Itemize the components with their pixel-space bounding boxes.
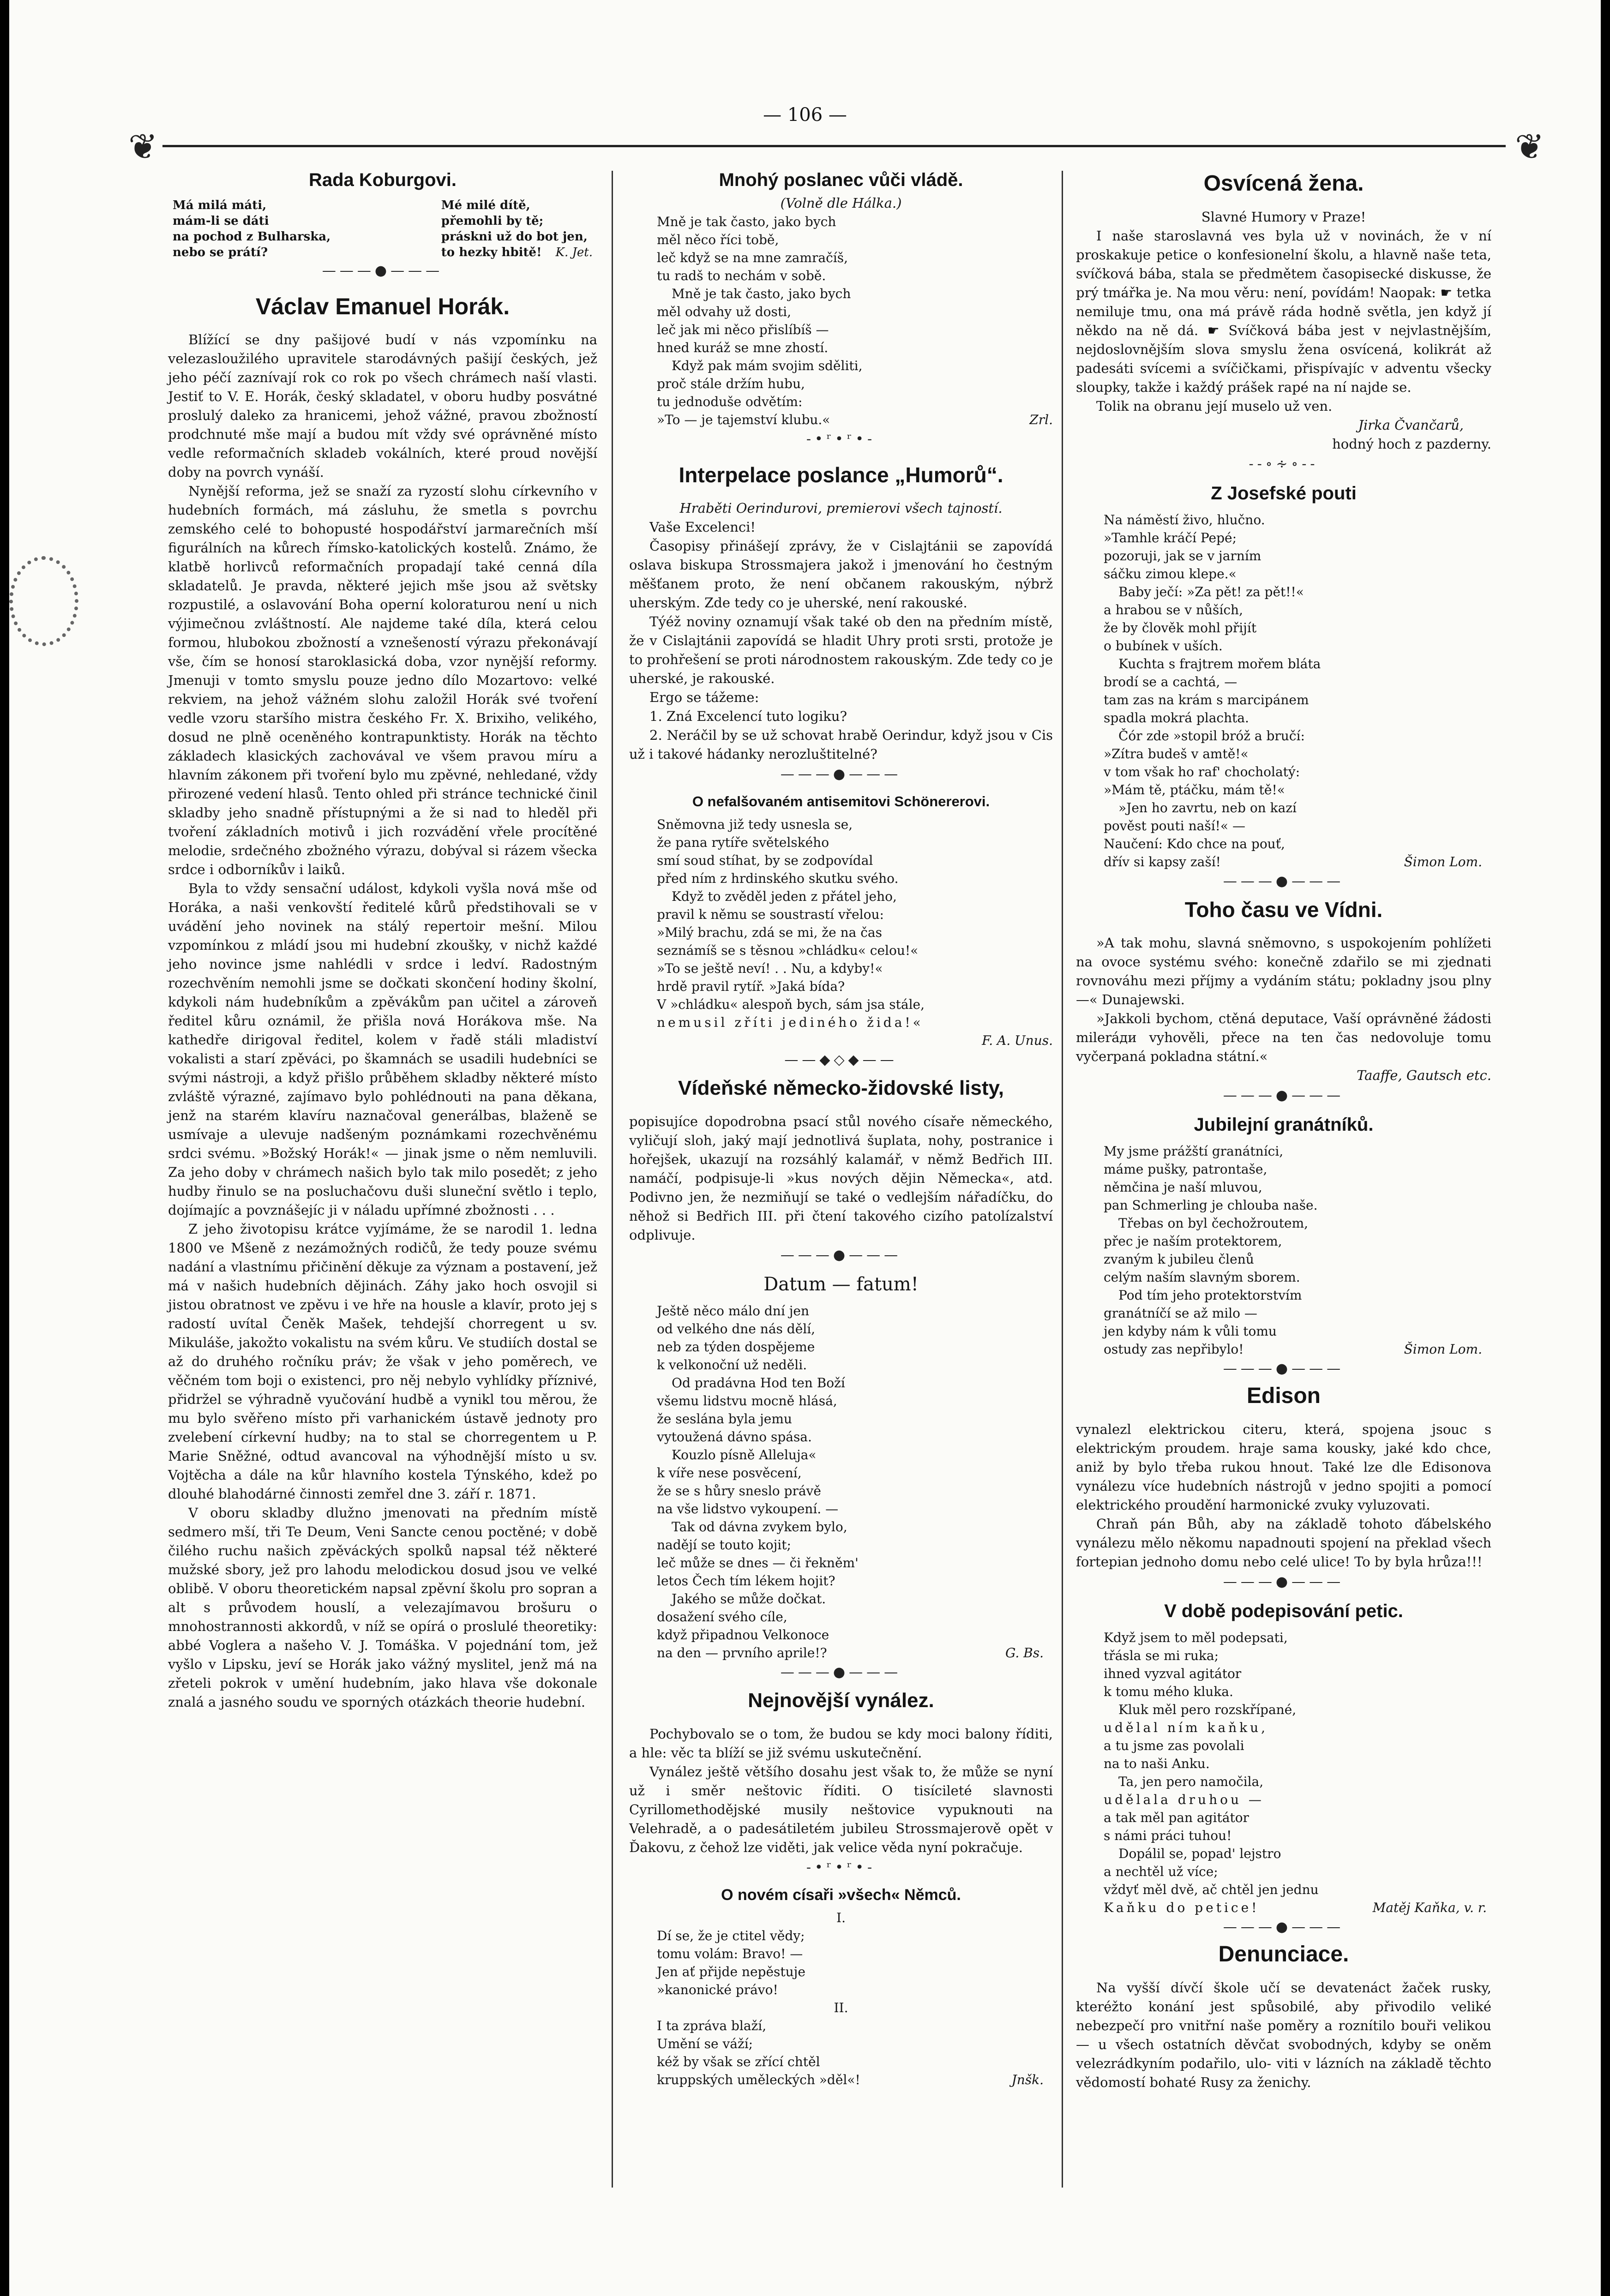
separator: ———●——— [1223, 1087, 1345, 1103]
salutation: Vaše Excelenci! [649, 519, 756, 535]
paragraph: V oboru skladby dlužno jmenovati na předním místě sedmero mší, tři Te Deum, Veni Sancte cenou poctěné; v době čilého ruchu našich zpěváckých spolků napsal též některé mužské sbory, jež pro lahodu melodickou dosud jsou ve velké oblibě. V oboru theoretickém napsal zpěvní školu pro sopran a alt s průvodem houslí, a velezajímavou brošuru o mnohostrannosti akkordů, v níž se opírá o proslulé theoretiky: abbé Voglera a našeho V. J. Tomáška. V pojednání tom, jež vyšlo v Lipsku, jeví se Horák jako vážný myslitel, jenž má na zřeteli pokrok v umění hudebním, jako hlava vše dokonale znalá a jasného soudu ve sporných otázkách theorie hudební. [168, 1505, 597, 1710]
article-title: O nefalšovaném antisemitovi Schönererovi. [692, 793, 990, 809]
article-title: Nejnovější vynález. [748, 1689, 934, 1712]
article-title: Datum — fatum! [763, 1274, 919, 1295]
paragraph: Tolik na obranu její muselo už ven. [1096, 398, 1333, 414]
separator: ———●——— [1223, 1361, 1345, 1377]
paragraph: Ergo se tážeme: [649, 689, 759, 705]
article-subtitle: (Volně dle Hálka.) [780, 195, 902, 211]
question: 1. Zná Excelencí tuto logiku? [649, 708, 847, 724]
newspaper-page [9, 0, 1601, 2296]
article-title: Denunciace. [1218, 1942, 1349, 1966]
paragraph: Vynález ještě většího dosahu jest však to, že může se nyní už i směr neštovic říditi. O tisícileté slavnosti Cyrillomethodějské musily neštovice vypuknouti na Velehradě, a o padesátiletém jubileu Strossmajerově opět v Ďakovu, z čehož lze viděti, jak velice věda nyní pokračuje. [629, 1764, 1053, 1855]
article-title: Jubilejní granátníků. [1194, 1115, 1374, 1135]
column-1 [168, 162, 597, 1712]
separator: ———●——— [322, 263, 444, 279]
paragraph: Byla to vždy sensační událost, kdykoli vyšla nová mše od Horáka, a naši venkovští ředitelé kůrů předstihovali se v uvádění jeho novinek na stálý repertoir mešní. Milou vzpomínkou z mládí jsou mi hudební zkoušky, v nichž každé jeho novince jsme nahlédli v srdce i ledví. Radostným rozechvěním nemohli jsme se dočkati skončení hodiny školní, kdykoli nám hudebníkům a zpěvákům pan učitel a zároveň ředitel kůru oznámil, že přišla nová Horákova mše. Na kathedře dirigoval ředitel, kolem v řadě stáli mladiství vokalisti a starí zpěváci, po škamnách se usadili hudebníci se svými nástroji, a když přišlo průběhem skladby některé místo zvláště výrazné, zajímavo bylo pohlédnouti na pana děkana, jenž na starém klavíru naznačoval generálbas, blaženě se usmívaje a ulevuje nadšeným poznámkami rozechvěnému srdci svému. »Božský Horák!« — jinak jsme o něm nemluvili. Za jeho doby v chrámech našich bylo tak milo posedět; z jeho hudby řinulo se na posluchačovu duši sluneční světlo i teplo, dojímajíc a povznášejíc ji v náladu upřímné zbožnosti . . . [168, 881, 597, 1218]
author-signature: K. Jet. [555, 246, 593, 259]
question: 2. Neráčil by se už schovat hrabě Oerindur, když jsou v Cis už i takové hádanky nerozluštitelné? [629, 727, 1053, 762]
author-signature: Jnšk. [1011, 2072, 1044, 2087]
separator: -•ʳ•ʳ•- [806, 431, 876, 447]
paragraph: Časopisy přinášejí zprávy, že v Cislajtánii se zapovídá oslava biskupa Strossmajera jakož i jmenování ho čestným měšťanem proto, že není občanem rakouským, nýbrž uherským. Zde tedy co je uherské, není rakouské. [629, 538, 1053, 611]
dedication: Hraběti Oerindurovi, premierovi všech tajností. [679, 500, 1003, 516]
separator: ———●——— [1223, 1919, 1345, 1935]
paragraph: »A tak mohu, slavná sněmovno, s uspokojením pohlížeti na ovoce systému svého: konečně zdařilo se mi zjednati rovnováhu mezi příjmy a vydáním státu; pokladny jsou plny —« Dunajewski. [1076, 935, 1491, 1007]
author-signature: F. A. Unus. [982, 1033, 1053, 1048]
poem: Ještě něco málo dní jen od velkého dne nás dělí, neb za týden dospějeme k velkonoční už neděli. Od pradávna Hod ten Boží všemu lidstvu mocně hlásá, že seslána byla jemu vytoužená dávno spása. Kouzlo písně Alleluja« k víře nese posvěcení, že se s hůry sneslo právě na vše lidstvo vykoupení. — Tak od dávna zvykem bylo, nadějí se touto kojit; leč může se dnes — či řekněm' letos Čech tím lékem hojit? Jakého se může dočkat. dosažení svého cíle, když připadnou Velkonoce na den — prvního aprile!? G. Bs. [629, 1302, 1053, 1662]
paragraph: popisujíce dopodrobna psací stůl nového císaře německého, vyličují sloh, jaký mají jednotlivá šuplata, nohy, postranice i hořejšek, ukazují na rozsáhlý kalamář, v němž Bedřich III. namáčí, podpisuje-li »kus nových dějin Německa«, atd. Podivno jen, že nezmiňují se také o vedlejším nářadíčku, do něhož si Bedřich III. při čtení takového cizího patolízalství odplivuje. [629, 1114, 1053, 1243]
article-title: Rada Koburgovi. [308, 170, 457, 190]
paragraph: Chraň pán Bůh, aby na základě tohoto ďábelského vynálezu mělo někomu napadnouti spojení na překlad všech fortepian jednoho domu nebo celé ulice! To by byla hrůza!!! [1076, 1516, 1491, 1570]
article-title: V době podepisování petic. [1164, 1601, 1403, 1621]
poem: Když jsem to měl podepsati, třásla se mi ruka; ihned vyzval agitátor k tomu mého kluka. Kluk měl pero rozskřípané, udělal ním kaňku, a tu jsme zas povolali na to naši Anku. Ta, jen pero namočila, udělala druhou — a tak měl pan agitátor s námi práci tuhou! Dopálil se, popad' lejstro a nechtěl už více; vždyť měl dvě, ač chtěl jen jednu Kaňku do petice! Matěj Kaňka, v. r. [1076, 1629, 1491, 1917]
article-title: Osvícená žena. [1203, 171, 1364, 196]
poem: Sněmovna již tedy usnesla se, že pana rytíře světelského smí soud stíhat, by se zodpovídal před ním z hrdinského skutku svého. Když to zvěděl jeden z přátel jeho, pravil k němu se soustrastí vřelou: »Milý brachu, zdá se mi, že na čas seznámíš se s těsnou »chládku« celou!« »To se ještě neví! . . Nu, a kdyby!« hrdě pravil rytíř. »Jaká bída? V »chládku« alespoň bych, sám jsa stále, nemusil zříti jediného žida!« F. A. Unus. [629, 815, 1053, 1049]
poem: Mně je tak často, jako bych měl něco říci tobě, leč když se na mne zamračíš, tu radš to nechám v sobě. Mně je tak často, jako bych měl odvahy už dosti, leč jak mi něco přislíbíš — hned kuráž se mne zhostí. Když pak mám svojim sděliti, proč stále držím hubu, tu jednoduše odvětím: »To — je tajemství klubu.« Zrl. [629, 213, 1053, 429]
separator: ———●——— [780, 1247, 902, 1263]
article-title: Vídeňské německo-židovské listy, [678, 1077, 1004, 1099]
author-signature: Zrl. [1029, 412, 1053, 427]
column-3 [1076, 162, 1491, 2092]
page-number: — 106 — [763, 104, 847, 126]
article-title: O novém císaři »všech« Němců. [721, 1886, 961, 1904]
epigram-right: Mé milé dítě, přemohli by tě; práskni už do bot jen, to hezky hbitě! K. Jet. [441, 198, 593, 259]
separator: -•ʳ•ʳ•- [806, 1859, 876, 1876]
article-title: Edison [1246, 1384, 1321, 1408]
separator: ———●——— [1223, 1574, 1345, 1590]
column-2 [629, 162, 1053, 2089]
article-title: Mnohý poslanec vůči vládě. [719, 170, 963, 190]
paragraph: Nynější reforma, jež se snaží za ryzostí slohu církevního v hudebních formách, má zásluhu, že smetla s povrchu zemského celé to bohopusté hospodářství jarmarečních mší figurálních na kůrech římsko-katolických kostelů. Známo, že klatbě horlivců reformačních propadají také cenná díla skladatelů. Je pravda, některé jejich mše jsou až světsky rozpustilé, a oslavování Boha operní koloraturou není u nich výjimečnou zvláštností. Ale najdeme také díla, která celou formou, hlubokou zbožností a vznešeností výrazu překonávají vše, čím se honosí staroklasická doba, vzor nynější reformy. Jmenuji v tomto smyslu pouze jedno dílo Mozartovo: velké rekviem, na jehož vážném slohu založil Horák své tvoření vedle vzoru staršího mistra českého Fr. X. Brixiho, velikého, dosud ne plně oceněného kontrapunktisty. Horák na těchto základech klasických zachovával ve všem pravou míru a hlavním zákonem při tvoření bylo mu zpěvné, nehledané, vždy přirozené vedení hlasů. Tento ohled při stránce technické činil skladby jeho snadně přístupnými a že si nad to hleděl při tvoření základních motivů i jich rozvádění vřele procítěné melodie, srdečného zbožného výrazu, dobýval si rázem všecka srdce i odborníkův i laiků. [168, 483, 597, 877]
paragraph: Blížící se dny pašijové budí v nás vzpomínku na velezasloužilého upravitele starodávných pašijí českých, jež jeho péčí zaznívají rok co rok po všech chrámech naší vlasti. Jestiť to V. E. Horák, český skladatel, v oboru hudby posvátné proslulý daleko za hranicemi, jehož vážné, pravou zbožností prodchnuté mše mají a budou mít vždy své oprávněné místo vedle reformačních skladeb vokálních, které proud novější doby na povrch vynáší. [168, 332, 597, 480]
separator: ———●——— [780, 766, 902, 782]
paragraph: Na vyšší dívčí škole učí se devatenáct žaček rusky, kteréžto konání jest spůsobilé, aby přivodilo veliké nebezpečí pro vnitřní naše poměry a roznítilo bouři velikou — u všech ostatních děvčat svobodných, kdyby se oněm velezrádkyním podařilo, ulo- viti v lázních na základě těchto vědomostí bohaté Rusy za ženichy. [1076, 1980, 1491, 2090]
poem: Na náměstí živo, hlučno. »Tamhle kráčí Pepé; pozoruji, jak se v jarním sáčku zimou klepe.« Baby ječí: »Za pět! za pět!!« a hrabou se v nůších, že by člověk mohl přijít o bubínek v uších. Kuchta s frajtrem mořem bláta brodí se a cachtá, — tam zas na krám s marcipánem spadla mokrá plachta. Čór zde »stopil bróž a bručí: »Zítra budeš v amtě!« v tom však ho raf' chocholatý: »Mám tě, ptáčku, mám tě!« »Jen ho zavrtu, neb on kazí pověst pouti naší!« — Naučení: Kdo chce na pouť, dřív si kapsy zaší! Šimon Lom. [1076, 511, 1491, 871]
paragraph: Z jeho životopisu krátce vyjímáme, že se narodil 1. ledna 1800 ve Mšeně z nezámožných rodičů, že tedy pouze svému nadání a vlastnímu přičinění děkuje za význam a postavení, jež má v našich hudebních dějinách. Záhy jako hoch osvojil si jistou obratnost ve zpěvu i ve hře na housle a klavír, proto jej s radostí uvítal Čeněk Mašek, tehdejší chorregent u sv. Mikuláše, jakožto vokalistu na svém kůru. Ve studiích dostal se až do druhého ročníku práv; že však v jeho poměrech, ve věčném tom boji o existenci, pro něj nebylo vyhlídky příznivé, přidržel se výhradně vyučování hudbě a vynikl tou měrou, že mu bylo svěřeno místo při varhanickém ústavě jednoty pro zvelebení církevní hudby; na to stal se chorregentem u P. Marie Sněžné, odtud avancoval na výhodnější místo u sv. Vojtěcha a dále na kůr hlavního kostela Týnského, kdež po dlouhé blahodárné činnosti zemřel dne 3. září r. 1871. [168, 1221, 597, 1502]
paragraph: »Jakkoli bychom, ctěná deputace, Vaší oprávněné žádosti mileráди vyhověli, přece na ten čas nedovoluje tomu vyčerpaná pokladna státní.« [1076, 1011, 1491, 1064]
paragraph: Pochybovalo se o tom, že budou se kdy moci balony říditi, a hle: věc ta blíží se již svému uskutečnění. [629, 1726, 1053, 1761]
corner-ornament-right: ❦ [1515, 126, 1544, 167]
separator: ———●——— [780, 1664, 902, 1680]
epigram-left: Má milá máti, mám-li se dáti na pochod z Bulharska, nebo se prátí? [173, 198, 331, 259]
corner-ornament-left: ❦ [128, 126, 158, 167]
library-stamp [9, 556, 78, 646]
author-signature: Matěj Kaňka, v. r. [1372, 1900, 1487, 1915]
article-title: Z Josefské pouti [1211, 483, 1357, 504]
author-signature: Šimon Lom. [1404, 1342, 1482, 1357]
author-signature: Jirka Čvančarů, [1358, 417, 1464, 433]
article-title: Interpelace poslance „Humorů“. [679, 463, 1003, 487]
paragraph: I naše staroslavná ves byla už v novinách, že v ní proskakuje petice o konfesionelní školu, a hlavně naše teta, svíčková bába, stala se předmětem časopisecké diskusse, že prý tmářka je. Na mou věru: není, povídám! Naopak: ☛ tetka nemiluje tmu, ona má právě ráda hodně světla, jen když jí někdo na ně dá. ☛ Svíčková bába jest v nejvlastnějším, nejdoslovnějším slova smyslu žena osvícená, kolikrát až padesáti svícemi a svíčičkami, přispívajíc v adventu všecky sloupky, takže i každý prášek rapé na ní najde se. [1076, 228, 1491, 395]
separator: --∘∻∘-- [1249, 456, 1319, 472]
paragraph: Týéž noviny oznamují však také ob den na předním místě, že v Cislajtánii zapovídá se hladit Uhry proti srsti, protože je to prohřešení se proti národnostem rakouským. Zde tedy co je uherské, je rakouské. [629, 614, 1053, 686]
author-description: hodný hoch z pazderny. [1332, 436, 1491, 452]
author-signature: Taaffe, Gautsch etc. [1357, 1067, 1491, 1083]
epigram [168, 198, 597, 260]
article-title: Václav Emanuel Horák. [255, 294, 510, 319]
paragraph: vynalezl elektrickou citeru, která, spojena jsouc s elektrickým proudem. hraje sama kousky, jaké kdo chce, aniž by bylo třeba rukou hnout. Také lze dle Edisonova vynálezu více hudebních nástrojů v jedno spojiti a pomocí elektrického proudění harmonické zvuky vyluzovati. [1076, 1421, 1491, 1513]
separator: ———●——— [1223, 873, 1345, 889]
poem: I. Dí se, že je ctitel vědy; tomu volám: Bravo! — Jen ať přijde nepěstuje »kanonické právo! II. I ta zpráva blaží, Umění se váží; kéž by však se zřící chtěl kruppských uměleckých »děl«! Jnšk. [629, 1909, 1053, 2089]
author-signature: Šimon Lom. [1404, 854, 1482, 869]
article-title: Toho času ve Vídni. [1184, 898, 1383, 922]
separator: ——◆◇◆—— [784, 1052, 898, 1068]
author-signature: G. Bs. [1005, 1645, 1044, 1661]
column-divider-2 [1062, 171, 1063, 2188]
column-divider-1 [612, 171, 613, 2188]
salutation: Slavné Humory v Praze! [1201, 209, 1366, 225]
poem: My jsme prážští granátníci, máme pušky, patrontaše, němčina je naší mluvou, pan Schmerling je chlouba naše. Třebas on byl čechožroutem, přec je naším protektorem, zvaným k jubileu členů celým naším slavným sborem. Pod tím jeho protektorstvím granátníčí se až milo — jen kdyby nám k vůli tomu ostudy zas nepřibylo! Šimon Lom. [1076, 1142, 1491, 1358]
header-rule [162, 145, 1506, 147]
